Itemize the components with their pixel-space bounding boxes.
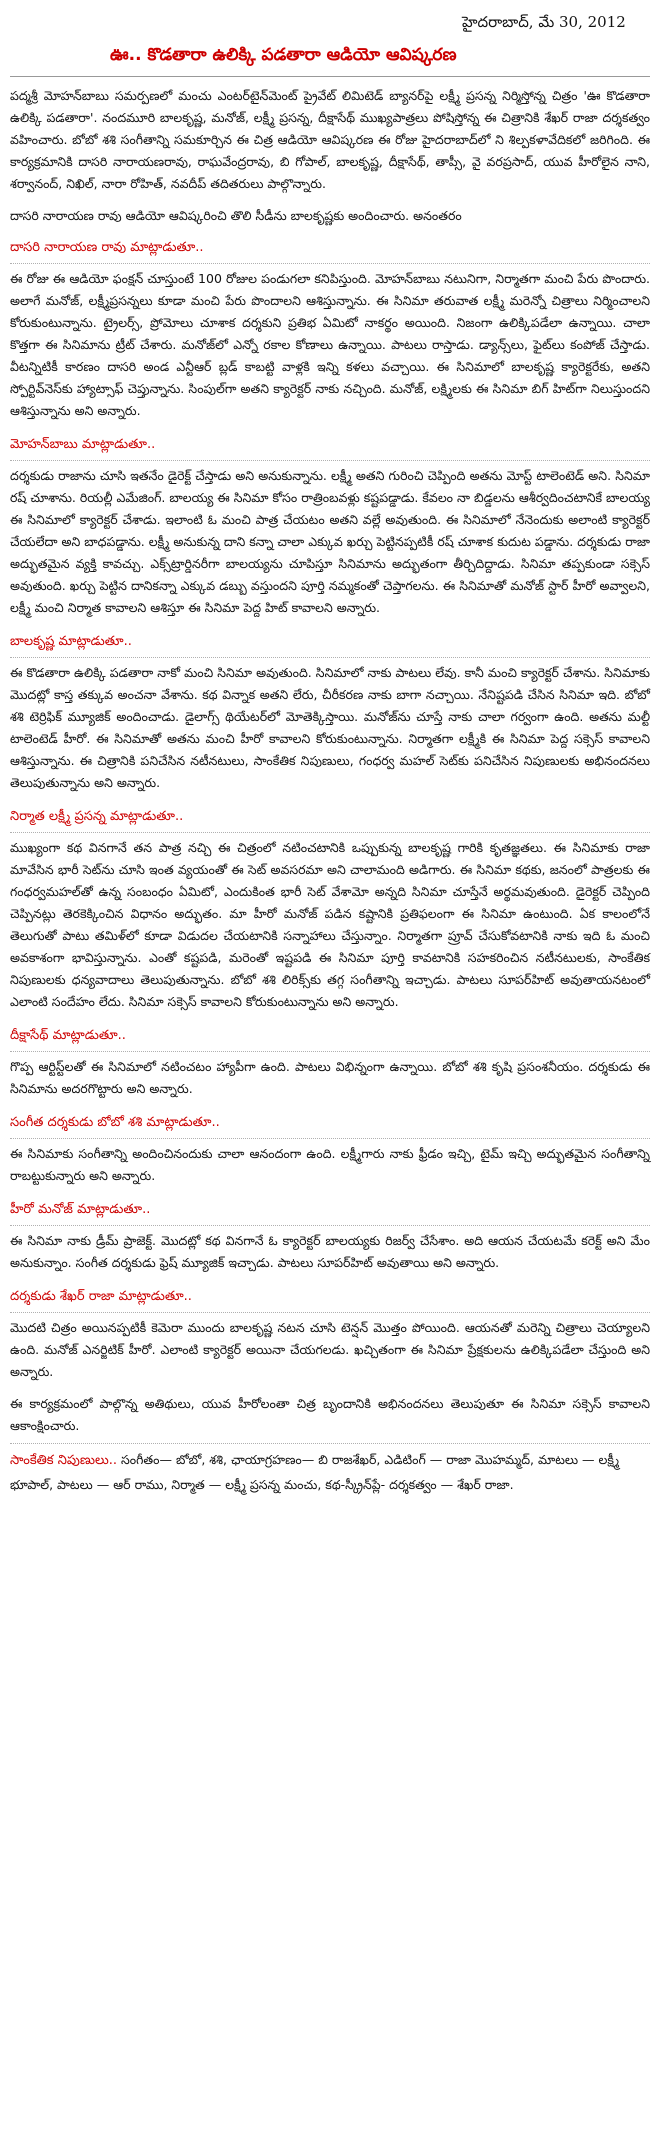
credits-text: సంగీతం— బోబో, శశి, ఛాయాగ్రహణం— బి రాజశేఖర్, ఎడిటింగ్ — రాజా మొహమ్మద్, మాటలు — లక్ష్మీ భూపాల్, పాటలు — ఆర్ రాము, నిర్మాత — లక్ష్మీ ప్రసన్న మంచు, కథ-స్క్రీన్‌ప్లే- దర్శకత్వం — శేఖర్ రాజా.: [10, 1452, 620, 1492]
section-text: మొదటి చిత్రం అయినప్పటికీ కెమెరా ముందు బాలకృష్ణ నటన చూసి టెన్షన్ మొత్తం పోయింది. ఆయనతో మరెన్ని చిత్రాలు చెయ్యాలని ఉంది. మనోజ్ ఎనర్జిటిక్ హీరో. ఎలాంటి క్యారెక్టర్ అయినా చేయగలడు. ఖచ్చితంగా ఈ సినిమా ప్రేక్షకులను ఉలిక్కిపడేలా చేస్తుంది అని అన్నారు.: [10, 1320, 650, 1379]
section-heading: సంగీత దర్శకుడు బోబో శశి మాట్లాడుతూ..: [10, 1110, 650, 1139]
section-text: ముఖ్యంగా కథ వినగానే తన పాత్ర నచ్చి ఈ చిత్రంలో నటించటానికి ఒప్పుకున్న బాలకృష్ణ గారికి కృతజ్ఞతలు. ఈ సినిమాకు రాజా మావేసిన భారీ సెట్‌ను చూసి ఇంత వ్యయంతో ఈ సెట్ అవసరమా అని చాలామంది అడిగారు. ఈ సినిమా కథకు, జనంలో పాత్రలకు ఈ గంధర్వమహల్‌తో ఉన్న సంబంధం ఏమిటో, ఎందుకింత భారీ సెట్ వేశామో అన్నది సినిమా చూస్తేనే అర్థమవుతుంది. డైరెక్టర్ చెప్పింది చెప్పినట్లు తెరకెక్కించిన విధానం అద్భుతం. మా హీరో మనోజ్ పడిన కష్టానికి ప్రతిఫలంగా ఈ సినిమా ఉంటుంది. ఏక కాలంలోనే తెలుగుతో పాటు తమిళ్‌లో కూడా విడుదల చేయటానికి సన్నాహాలు చేస్తున్నాం. నిర్మాతగా ప్రూవ్ చేసుకోవటానికి నాకు ఇది ఓ మంచి అవకాశంగా భావిస్తున్నాను. ఎంతో కష్టపడి, మరెంతో ఇష్టపడి ఈ సినిమా పూర్తి కావటానికి సహకరించిన నటీనటులకు, సాంకేతిక నిపుణులకు ధన్యవాదాలు తెలుపుతున్నాను. బోబో శశి లిరిక్స్‌కు తగ్గ సంగీతాన్ని ఇచ్చాడు. పాటలు సూపర్‌హిట్ అవుతాయనటంలో ఎలాంటి సందేహం లేదు. సినిమా సక్సెస్ కావాలని కోరుకుంటున్నాను అని అన్నారు.: [10, 840, 650, 1009]
headline-divider: [10, 76, 650, 77]
section-text: ఈ రోజు ఈ ఆడియో ఫంక్షన్ చూస్తుంటే 100 రోజుల పండుగలా కనిపిస్తుంది. మోహన్‌బాబు నటునిగా, నిర్మాతగా మంచి పేరు పొందారు. అలాగే మనోజ్, లక్ష్మీప్రసన్నలు కూడా మంచి పేరు పొందాలని ఆశిస్తున్నాను. ఈ సినిమా తరువాత లక్ష్మీ మరెన్నో చిత్రాలు నిర్మించాలని కోరుకుంటున్నాను. ట్రైలర్స్, ప్రోమోలు చూశాక దర్శకుని ప్రతిభ ఏమిటో నాకర్థం అయింది. నిజంగా ఉలిక్కిపడేలా ఉన్నాయి. చాలా కొత్తగా ఈ సినిమాను ట్రీట్ చేశారు. మనోజ్‌లో ఎన్నో రకాల కోణాలు ఉన్నాయి. పాటలు రాస్తాడు. డ్యాన్స్‌లు, ఫైట్‌లు కంపోజ్ చేస్తాడు. వీటన్నిటికీ కారణం దాసరి అండ ఎన్టీఆర్ బ్లడ్ కాబట్టి వాళ్లకి ఇన్ని కళలు వచ్చాయి. ఈ సినిమాలో బాలకృష్ణ క్యారెక్టరేకు, అతని స్పోర్టివ్‌నెస్‌కు హ్యాట్సాఫ్ చెప్తున్నాను. సింపుల్‌గా అతని క్యారెక్టర్ నాకు నచ్చింది. మనోజ్, లక్ష్మిలకు ఈ సినిమా బిగ్ హిట్‌గా నిలుస్తుందని ఆశిస్తున్నాను అని అన్నారు.: [10, 271, 650, 418]
section-heading: దర్శకుడు శేఖర్ రాజా మాట్లాడుతూ..: [10, 1284, 650, 1313]
section-text: ఈ సినిమా నాకు డ్రీమ్ ప్రాజెక్ట్. మొదట్లో కథ వినగానే ఓ క్యారెక్టర్ బాలయ్యకు రిజర్వ్ చేసేశాం. అది ఆయన చేయటమే కరెక్ట్ అని మేం అనుకున్నాం. సంగీత దర్శకుడు ఫ్రెష్ మ్యూజిక్ ఇచ్చాడు. పాటలు సూపర్‌హిట్ అవుతాయి అని అన్నారు.: [10, 1233, 650, 1270]
speech-section: [10, 804, 650, 1013]
place-date: హైదరాబాద్, మే 30, 2012: [462, 13, 626, 31]
section-heading: మోహన్‌బాబు మాట్లాడుతూ..: [10, 432, 650, 461]
closing-paragraph: ఈ కార్యక్రమంలో పాల్గొన్న అతిథులు, యువ హీరోలంతా చిత్ర బృందానికి అభినందనలు తెలుపుతూ ఈ సినిమా సక్సెస్ కావాలని ఆకాంక్షించారు.: [10, 1396, 650, 1433]
speech-section: [10, 1197, 650, 1274]
article: [10, 0, 650, 1496]
intro-paragraph: పద్మశ్రీ మోహన్‌బాబు సమర్పణలో మంచు ఎంటర్‌టైన్‌మెంట్ ప్రైవేట్ లిమిటెడ్ బ్యానర్‌పై లక్ష్మీ ప్రసన్న నిర్మిస్తోన్న చిత్రం 'ఊ కొడతారా ఉలిక్కి పడతారా'. నందమూరి బాలకృష్ణ, మనోజ్, లక్ష్మీ ప్రసన్న, దీక్షాసేథ్ ముఖ్యపాత్రలు పోషిస్తోన్న ఈ చిత్రానికి శేఖర్ రాజా దర్శకత్వం వహించారు. బోబో శశి సంగీతాన్ని సమకూర్చిన ఈ చిత్ర ఆడియో ఆవిష్కరణ ఈ రోజు హైదరాబాద్‌లో ని శిల్పకళావేదికలో జరిగింది. ఈ కార్యక్రమానికి దాసరి నారాయణరావు, రాఘవేంద్రరావు, బి గోపాల్, బాలకృష్ణ, దీక్షాసేథ్, తాప్సీ, వై వరప్రసాద్, యువ హీరోలైన నాని, శర్వానంద్, నిఖిల్, నారా రోహిత్, నవదీప్ తదితరులు పాల్గొన్నారు.: [10, 88, 650, 191]
speech-section: [10, 1110, 650, 1187]
section-text: దర్శకుడు రాజాను చూసి ఇతనేం డైరెక్ట్ చేస్తాడు అని అనుకున్నాను. లక్ష్మీ అతని గురించి చెప్పింది అతను మోస్ట్ టాలెంటెడ్ అని. సినిమా రష్ చూశాను. రియల్లీ ఎమేజింగ్. బాలయ్య ఈ సినిమా కోసం రాత్రింబవళ్లు కష్టపడ్డాడు. కేవలం నా బిడ్డలను ఆశీర్వదించటానికే బాలయ్య ఈ సినిమాలో క్యారెక్టర్ చేశాడు. ఇలాంటి ఓ మంచి పాత్ర చేయటం అతని వల్లే అవుతుంది. ఈ సినిమాలో నేనెందుకు అలాంటి క్యారెక్టర్ చేయలేదా అని బాధపడ్డాను. లక్ష్మీ అనుకున్న దాని కన్నా చాలా ఎక్కువ ఖర్చు పెట్టినప్పటికీ రష్ చూశాక కుదుట పడ్డాను. దర్శకుడు రాజా అద్భుతమైన వ్యక్తి కావచ్చు. ఎక్స్‌ట్రార్డినరీగా బాలయ్యను చూపిస్తూ సినిమాను అద్భుతంగా తీర్చిదిద్దాడు. సినిమా తప్పకుండా సక్సెస్ అవుతుంది. ఖర్చు పెట్టిన దానికన్నా ఎక్కువ డబ్బు వస్తుందని పూర్తి నమ్మకంతో చెప్తాగలను. ఈ సినిమాతో మనోజ్ స్టార్ హీరో అవ్వాలని, లక్ష్మీ మంచి నిర్మాత కావాలని ఆశిస్తూ ఈ సినిమా పెద్ద హిట్ కావాలని అన్నారు.: [10, 468, 650, 615]
section-heading: హీరో మనోజ్ మాట్లాడుతూ..: [10, 1197, 650, 1226]
credits: [10, 1443, 650, 1496]
speech-section: [10, 1023, 650, 1100]
headline: ఊ.. కొడతారా ఉలిక్కి పడతారా ఆడియో ఆవిష్కరణ: [110, 45, 457, 65]
intro-paragraph: దాసరి నారాయణ రావు ఆడియో ఆవిష్కరించి తొలి సీడీను బాలకృష్ణకు అందించారు. అనంతరం: [10, 208, 462, 223]
speech-section: [10, 235, 650, 422]
section-heading: బాలకృష్ణ మాట్లాడుతూ..: [10, 629, 650, 658]
section-text: ఈ కొడతారా ఉలిక్కి పడతారా నాకో మంచి సినిమా అవుతుంది. సినిమాలో నాకు పాటలు లేవు. కానీ మంచి క్యారెక్టర్ చేశాను. సినిమాకు మొదట్లో కాస్త తక్కువ అంచనా వేశాను. కథ విన్నాక అతని లేరు, చీరీకరణ నాకు బాగా నచ్చాయి. నేనిష్టపడి చేసిన సినిమా ఇది. బోబో శశి టెర్రిఫిక్ మ్యూజిక్ అందించాడు. డైలాగ్స్ థియేటర్‌లో మోతెక్కిస్తాయి. మనోజ్‌ను చూస్తే నాకు చాలా గర్వంగా ఉంది. అతను మల్టీ టాలెంటెడ్ హీరో. ఈ సినిమాతో అతను మంచి హీరో కావాలని కోరుకుంటున్నాను. నిర్మాతగా లక్ష్మీకి ఈ సినిమా పెద్ద సక్సెస్ కావాలని ఆశిస్తున్నాను. ఈ చిత్రానికి పనిచేసిన నటీనటులు, సాంకేతిక నిపుణులు, గంధర్వ మహల్ సెట్‌కు పనిచేసిన నిపుణులకు అభినందనలు తెలుపుతున్నాను అని అన్నారు.: [10, 665, 650, 790]
credits-heading: సాంకేతిక నిపుణులు..: [10, 1453, 118, 1468]
speech-section: [10, 629, 650, 794]
speech-section: [10, 432, 650, 619]
speech-section: [10, 1284, 650, 1383]
section-heading: దీక్షాసేథ్ మాట్లాడుతూ..: [10, 1023, 650, 1052]
section-text: గొప్ప ఆర్టిస్ట్‌లతో ఈ సినిమాలో నటించటం హ్యాపీగా ఉంది. పాటలు విభిన్నంగా ఉన్నాయి. బోబో శశి కృషి ప్రసంశనీయం. దర్శకుడు ఈ సినిమాను అదరగొట్టారు అని అన్నారు.: [10, 1059, 650, 1096]
section-heading: దాసరి నారాయణ రావు మాట్లాడుతూ..: [10, 235, 650, 264]
section-heading: నిర్మాత లక్ష్మీ ప్రసన్న మాట్లాడుతూ..: [10, 804, 650, 833]
section-text: ఈ సినిమాకు సంగీతాన్ని అందించినందుకు చాలా ఆనందంగా ఉంది. లక్ష్మీగారు నాకు ఫ్రీడం ఇచ్చి, టైమ్ ఇచ్చి అద్భుతమైన సంగీతాన్ని రాబట్టుకున్నారు అని అన్నారు.: [10, 1146, 650, 1183]
